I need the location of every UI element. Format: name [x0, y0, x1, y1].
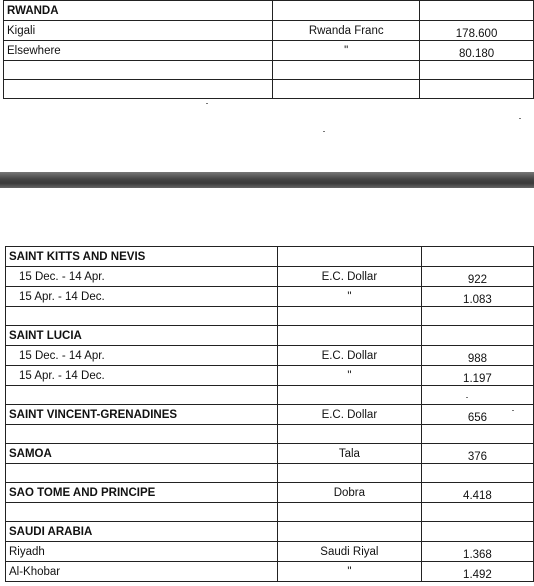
value-cell	[421, 522, 533, 542]
country-name: RWANDA	[4, 1, 273, 21]
period-label: 15 Apr. - 14 Dec.	[6, 287, 278, 307]
blank-cell	[273, 61, 420, 80]
table-row-blank	[4, 80, 534, 99]
table-row	[6, 287, 534, 307]
currency-cell	[277, 326, 421, 346]
blank-cell	[4, 80, 273, 99]
currency-cell: E.C. Dollar	[277, 346, 421, 366]
country-name: SAINT VINCENT-GRENADINES	[6, 405, 278, 425]
currency-cell: "	[277, 562, 421, 582]
scan-speck	[519, 118, 521, 119]
blank-cell	[6, 503, 278, 522]
saint-countries-table	[5, 246, 534, 582]
period-label: 15 Dec. - 14 Apr.	[6, 267, 278, 287]
currency-cell	[277, 247, 421, 267]
table-row-blank	[6, 386, 534, 405]
blank-cell	[421, 464, 533, 483]
blank-cell	[6, 386, 278, 405]
table-row-blank	[6, 464, 534, 483]
period-label: 15 Apr. - 14 Dec.	[6, 366, 278, 386]
currency-cell: Rwanda Franc	[273, 21, 420, 41]
location-label: Riyadh	[6, 542, 278, 562]
currency-cell	[277, 522, 421, 542]
currency-cell: "	[277, 287, 421, 307]
value-cell: 1.197	[421, 366, 533, 386]
blank-cell	[6, 307, 278, 326]
blank-cell	[273, 80, 420, 99]
table-row	[6, 562, 534, 582]
value-cell: 1.492	[421, 562, 533, 582]
table-row-header	[6, 444, 534, 464]
blank-cell	[421, 503, 533, 522]
blank-cell	[277, 307, 421, 326]
scan-speck	[512, 410, 514, 411]
page-divider	[0, 172, 534, 188]
blank-cell	[421, 307, 533, 326]
rwanda-table	[3, 0, 534, 99]
location-label: Elsewhere	[4, 41, 273, 61]
location-label: Kigali	[4, 21, 273, 41]
table-row	[4, 41, 534, 61]
currency-cell: E.C. Dollar	[277, 405, 421, 425]
blank-cell	[421, 386, 533, 405]
blank-cell	[6, 425, 278, 444]
country-name: SAO TOME AND PRINCIPE	[6, 483, 278, 503]
table-row	[4, 21, 534, 41]
table-row-header	[6, 483, 534, 503]
table-row	[6, 346, 534, 366]
country-name: SAINT LUCIA	[6, 326, 278, 346]
value-cell	[421, 326, 533, 346]
table-row-blank	[6, 503, 534, 522]
value-cell: 4.418	[421, 483, 533, 503]
currency-cell: E.C. Dollar	[277, 267, 421, 287]
value-cell: 1.368	[421, 542, 533, 562]
scan-speck	[466, 397, 468, 398]
table-row	[6, 542, 534, 562]
currency-cell: "	[277, 366, 421, 386]
blank-cell	[4, 61, 273, 80]
value-cell	[420, 1, 534, 21]
blank-cell	[421, 425, 533, 444]
scan-speck	[323, 131, 325, 132]
blank-cell	[277, 503, 421, 522]
currency-cell: Saudi Riyal	[277, 542, 421, 562]
location-label: Al-Khobar	[6, 562, 278, 582]
blank-cell	[6, 464, 278, 483]
country-name: SAINT KITTS AND NEVIS	[6, 247, 278, 267]
table-row	[6, 267, 534, 287]
currency-cell: Tala	[277, 444, 421, 464]
value-cell: 80.180	[420, 41, 534, 61]
blank-cell	[420, 80, 534, 99]
period-label: 15 Dec. - 14 Apr.	[6, 346, 278, 366]
table-row-header	[6, 522, 534, 542]
table-row	[6, 366, 534, 386]
value-cell: 656	[421, 405, 533, 425]
country-name: SAMOA	[6, 444, 278, 464]
table-row-header	[6, 247, 534, 267]
table-row-header	[6, 326, 534, 346]
table-row-blank	[6, 425, 534, 444]
currency-cell: "	[273, 41, 420, 61]
table-row-blank	[6, 307, 534, 326]
scan-speck	[206, 103, 208, 104]
value-cell: 988	[421, 346, 533, 366]
table-row-header	[4, 1, 534, 21]
table-row-blank	[4, 61, 534, 80]
value-cell	[421, 247, 533, 267]
table-row-header	[6, 405, 534, 425]
blank-cell	[277, 425, 421, 444]
blank-cell	[420, 61, 534, 80]
blank-cell	[277, 464, 421, 483]
currency-cell	[273, 1, 420, 21]
currency-cell: Dobra	[277, 483, 421, 503]
blank-cell	[277, 386, 421, 405]
value-cell: 376	[421, 444, 533, 464]
country-name: SAUDI ARABIA	[6, 522, 278, 542]
value-cell: 922	[421, 267, 533, 287]
value-cell: 1.083	[421, 287, 533, 307]
value-cell: 178.600	[420, 21, 534, 41]
